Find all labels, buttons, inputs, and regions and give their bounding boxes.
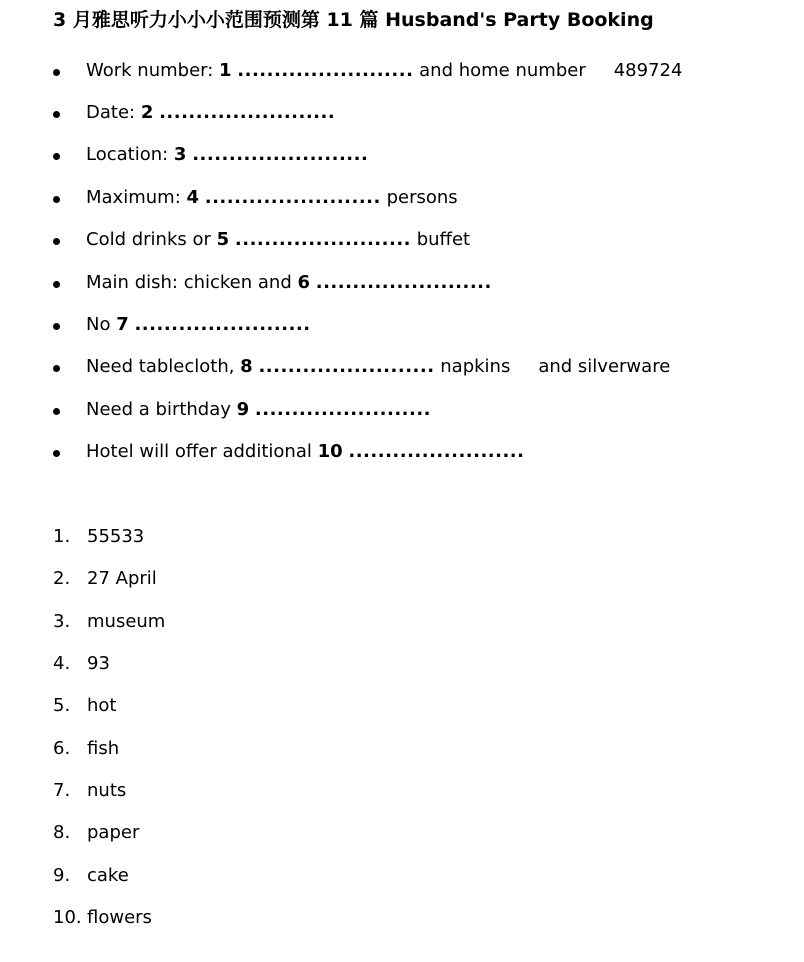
question-text: Work number: — [86, 60, 220, 81]
question-text-after: and home number — [413, 60, 586, 81]
bullet-icon — [53, 69, 60, 76]
question-number: 8 — [240, 356, 253, 377]
question-text: Location: — [86, 144, 174, 165]
question-text: Hotel will offer additional — [86, 441, 318, 462]
question-text: Need a birthday — [86, 399, 237, 420]
answer-blank: ........................ — [237, 60, 414, 81]
question-extra: and silverware — [538, 356, 671, 377]
question-text-after: napkins — [434, 356, 511, 377]
bullet-icon — [53, 365, 60, 372]
answer-number: 8. — [53, 822, 71, 843]
answer-text: nuts — [87, 780, 127, 801]
question-text: Main dish: chicken and — [86, 272, 298, 293]
answer-blank: ........................ — [254, 399, 432, 420]
answer-blank: ........................ — [204, 187, 381, 208]
answer-blank: ........................ — [348, 441, 525, 462]
answer-number: 5. — [53, 695, 71, 716]
bullet-icon — [53, 323, 60, 330]
question-number: 2 — [140, 102, 154, 123]
question-text: Maximum: — [86, 187, 187, 208]
question-text-after: persons — [380, 187, 458, 208]
question-number: 9 — [236, 399, 250, 420]
question-text: Need tablecloth, — [86, 356, 241, 377]
question-extra: 489724 — [613, 60, 683, 81]
bullet-icon — [53, 196, 60, 203]
answer-text: 55533 — [87, 526, 145, 547]
question-number: 7 — [116, 314, 129, 335]
question-number: 3 — [173, 144, 187, 165]
answer-text: paper — [87, 822, 140, 843]
question-text: Date: — [86, 102, 141, 123]
answer-number: 4. — [53, 653, 71, 674]
page-title: 3 月雅思听力小小小范围预测第 11 篇 Husband's Party Booking — [53, 9, 654, 31]
answer-blank: ........................ — [192, 144, 369, 165]
question-number: 6 — [297, 272, 310, 293]
question-number: 10 — [317, 441, 343, 462]
answer-number: 3. — [53, 611, 71, 632]
question-number: 4 — [186, 187, 200, 208]
answer-blank: ........................ — [315, 272, 492, 293]
answer-blank: ........................ — [159, 102, 336, 123]
answer-text: flowers — [87, 907, 152, 928]
answer-text: hot — [87, 695, 117, 716]
answer-number: 7. — [53, 780, 71, 801]
question-text-after: buffet — [411, 229, 471, 250]
bullet-icon — [53, 153, 60, 160]
answer-blank: ........................ — [134, 314, 311, 335]
bullet-icon — [53, 408, 60, 415]
question-text: Cold drinks or — [86, 229, 217, 250]
question-text: No — [86, 314, 117, 335]
answer-number: 2. — [53, 568, 71, 589]
answer-blank: ........................ — [258, 356, 435, 377]
question-number: 1 — [219, 60, 232, 81]
answer-number: 9. — [53, 865, 71, 886]
answer-text: 27 April — [87, 568, 157, 589]
answer-text: cake — [87, 865, 129, 886]
answer-text: 93 — [87, 653, 110, 674]
bullet-icon — [53, 450, 60, 457]
answer-blank: ........................ — [234, 229, 411, 250]
bullet-icon — [53, 111, 60, 118]
question-number: 5 — [216, 229, 230, 250]
bullet-icon — [53, 238, 60, 245]
answer-number: 1. — [53, 526, 71, 547]
answer-number: 6. — [53, 738, 71, 759]
answer-text: fish — [87, 738, 120, 759]
bullet-icon — [53, 281, 60, 288]
answer-number: 10. — [53, 907, 82, 928]
answer-text: museum — [87, 611, 166, 632]
